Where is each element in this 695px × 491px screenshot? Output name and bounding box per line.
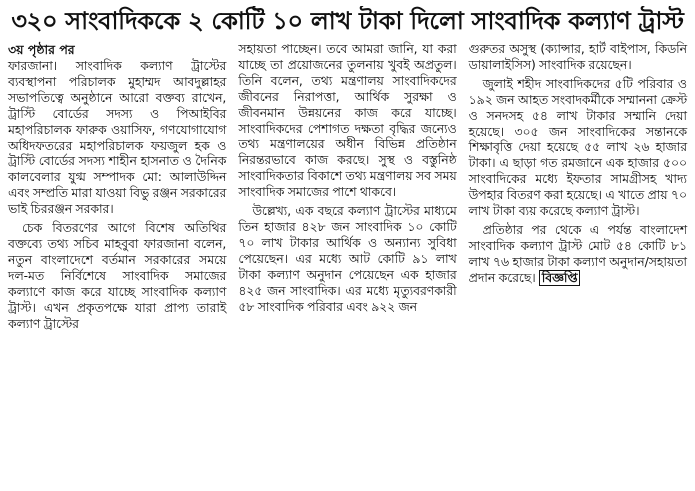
column-3 <box>469 42 687 335</box>
source-credit: বিজ্ঞপ্তি <box>539 270 581 286</box>
paragraph: গুরুতর অসুস্থ (ক্যান্সার, হার্ট বাইপাস, কিডনি ডায়ালাইসিস) সাংবাদিক রয়েছেন। <box>468 42 687 72</box>
paragraph: চেক বিতরণের আগে বিশেষ অতিথির বক্তব্যে তথ্য সচিব মাহবুবা ফারজানা বলেন, নতুন বাংলাদেশে বর্তমান সরকারের সময়ে দল-মত নির্বিশেষে সাংবাদিক সমাজের কল্যাণে কাজ করে যাচ্ছে সাংবাদিক কল্যাণ ট্রাস্ট। এখন প্রকৃতপক্ষে যারা প্রাপ্য তারাই কল্যাণ ট্রাস্টের <box>8 221 227 331</box>
paragraph: ফারজানা। সাংবাদিক কল্যাণ ট্রাস্টের ব্যবস্থাপনা পরিচালক মুহাম্মদ আবদুল্লাহর সভাপতিত্বে অনুষ্ঠানে আরো বক্তব্য রাখেন, ট্রাস্টি বোর্ডের সদস্য ও পিআইবির মহাপরিচালক ফারুক ওয়াসিফ, গণযোগাযোগ অধিদফতরের মহাপরিচালক ফয়জুল হক ও ট্রাস্টি বোর্ডের সদস্য শাহীন হাসনাত ও দৈনিক কালবেলার যুগ্ম সম্পাদক মো: আলাউদ্দিন এবং সম্প্রতি মারা যাওয়া বিভু রঞ্জন সরকারের ভাই চিররঞ্জন সরকার। <box>8 59 227 217</box>
paragraph-final <box>469 223 687 287</box>
column-1 <box>8 42 226 335</box>
paragraph: জুলাই শহীদ সাংবাদিকদের ৫টি পরিবার ও ১৯২ জন আহত সংবাদকর্মীকে সম্মাননা ক্রেস্ট ও সনদসহ ৫৪ লাখ টাকার সম্মানি দেয়া হয়েছে। ৩০৫ জন সাংবাদিকের সন্তানকে শিক্ষাবৃত্তি দেয়া হয়েছে ৫৫ লাখ ২৬ হাজার টাকা। এ ছাড়া গত রমজানে এক হাজার ৫০০ সাংবাদিকের মধ্যে ইফতার সামগ্রীসহ খাদ্য উপহার বিতরণ করা হয়েছে। এ খাতে প্রায় ৭০ লাখ টাকা ব্যয় করেছে কল্যাণ ট্রাস্ট। <box>468 76 687 219</box>
headline: ৩২০ সাংবাদিককে ২ কোটি ১০ লাখ টাকা দিলো সাংবাদিক কল্যাণ ট্রাস্ট <box>11 7 684 35</box>
paragraph-text: প্রতিষ্ঠার পর থেকে এ পর্যন্ত বাংলাদেশ সাংবাদিক কল্যাণ ট্রাস্ট মোট ৫৪ কোটি ৮১ লাখ ৭৬ হাজার টাকা কল্যাণ অনুদান/সহায়তা প্রদান করেছে। <box>468 222 687 285</box>
paragraph: উল্লেখ্য, এক বছরে কল্যাণ ট্রাস্টের মাধ্যমে তিন হাজার ৪২৮ জন সাংবাদিক ১০ কোটি ৭০ লাখ টাকার আর্থিক ও অন্যান্য সুবিধা পেয়েছেন। এর মধ্যে আট কোটি ৯১ লাখ টাকা কল্যাণ অনুদান পেয়েছেন এক হাজার ৪২৫ জন সাংবাদিক। এর মধ্যে মৃত্যুবরণকারী ৫৮ সাংবাদিক পরিবার এবং ৯২২ জন <box>238 204 457 314</box>
paragraph: সহায়তা পাচ্ছেন। তবে আমরা জানি, যা করা যাচ্ছে তা প্রয়োজনের তুলনায় খুবই অপ্রতুল। তিনি বলেন, তথ্য মন্ত্রণালয় সাংবাদিকদের জীবনের নিরাপত্তা, আর্থিক সুরক্ষা ও জীবনমান উন্নয়নের কাজ করে যাচ্ছে। সাংবাদিকদের পেশাগত দক্ষতা বৃদ্ধির জন্যেও তথ্য মন্ত্রণালয়ের অধীন বিভিন্ন প্রতিষ্ঠান নিরন্তরভাবে কাজ করছে। সুস্থ ও বস্তুনিষ্ঠ সাংবাদিকতার বিকাশে তথ্য মন্ত্রণালয় সব সময় সাংবাদিক সমাজের পাশে থাকবে। <box>238 42 457 200</box>
article-columns <box>8 42 687 335</box>
continued-from-label: ৩য় পৃষ্ঠার পর <box>8 42 75 57</box>
column-2 <box>238 42 456 335</box>
